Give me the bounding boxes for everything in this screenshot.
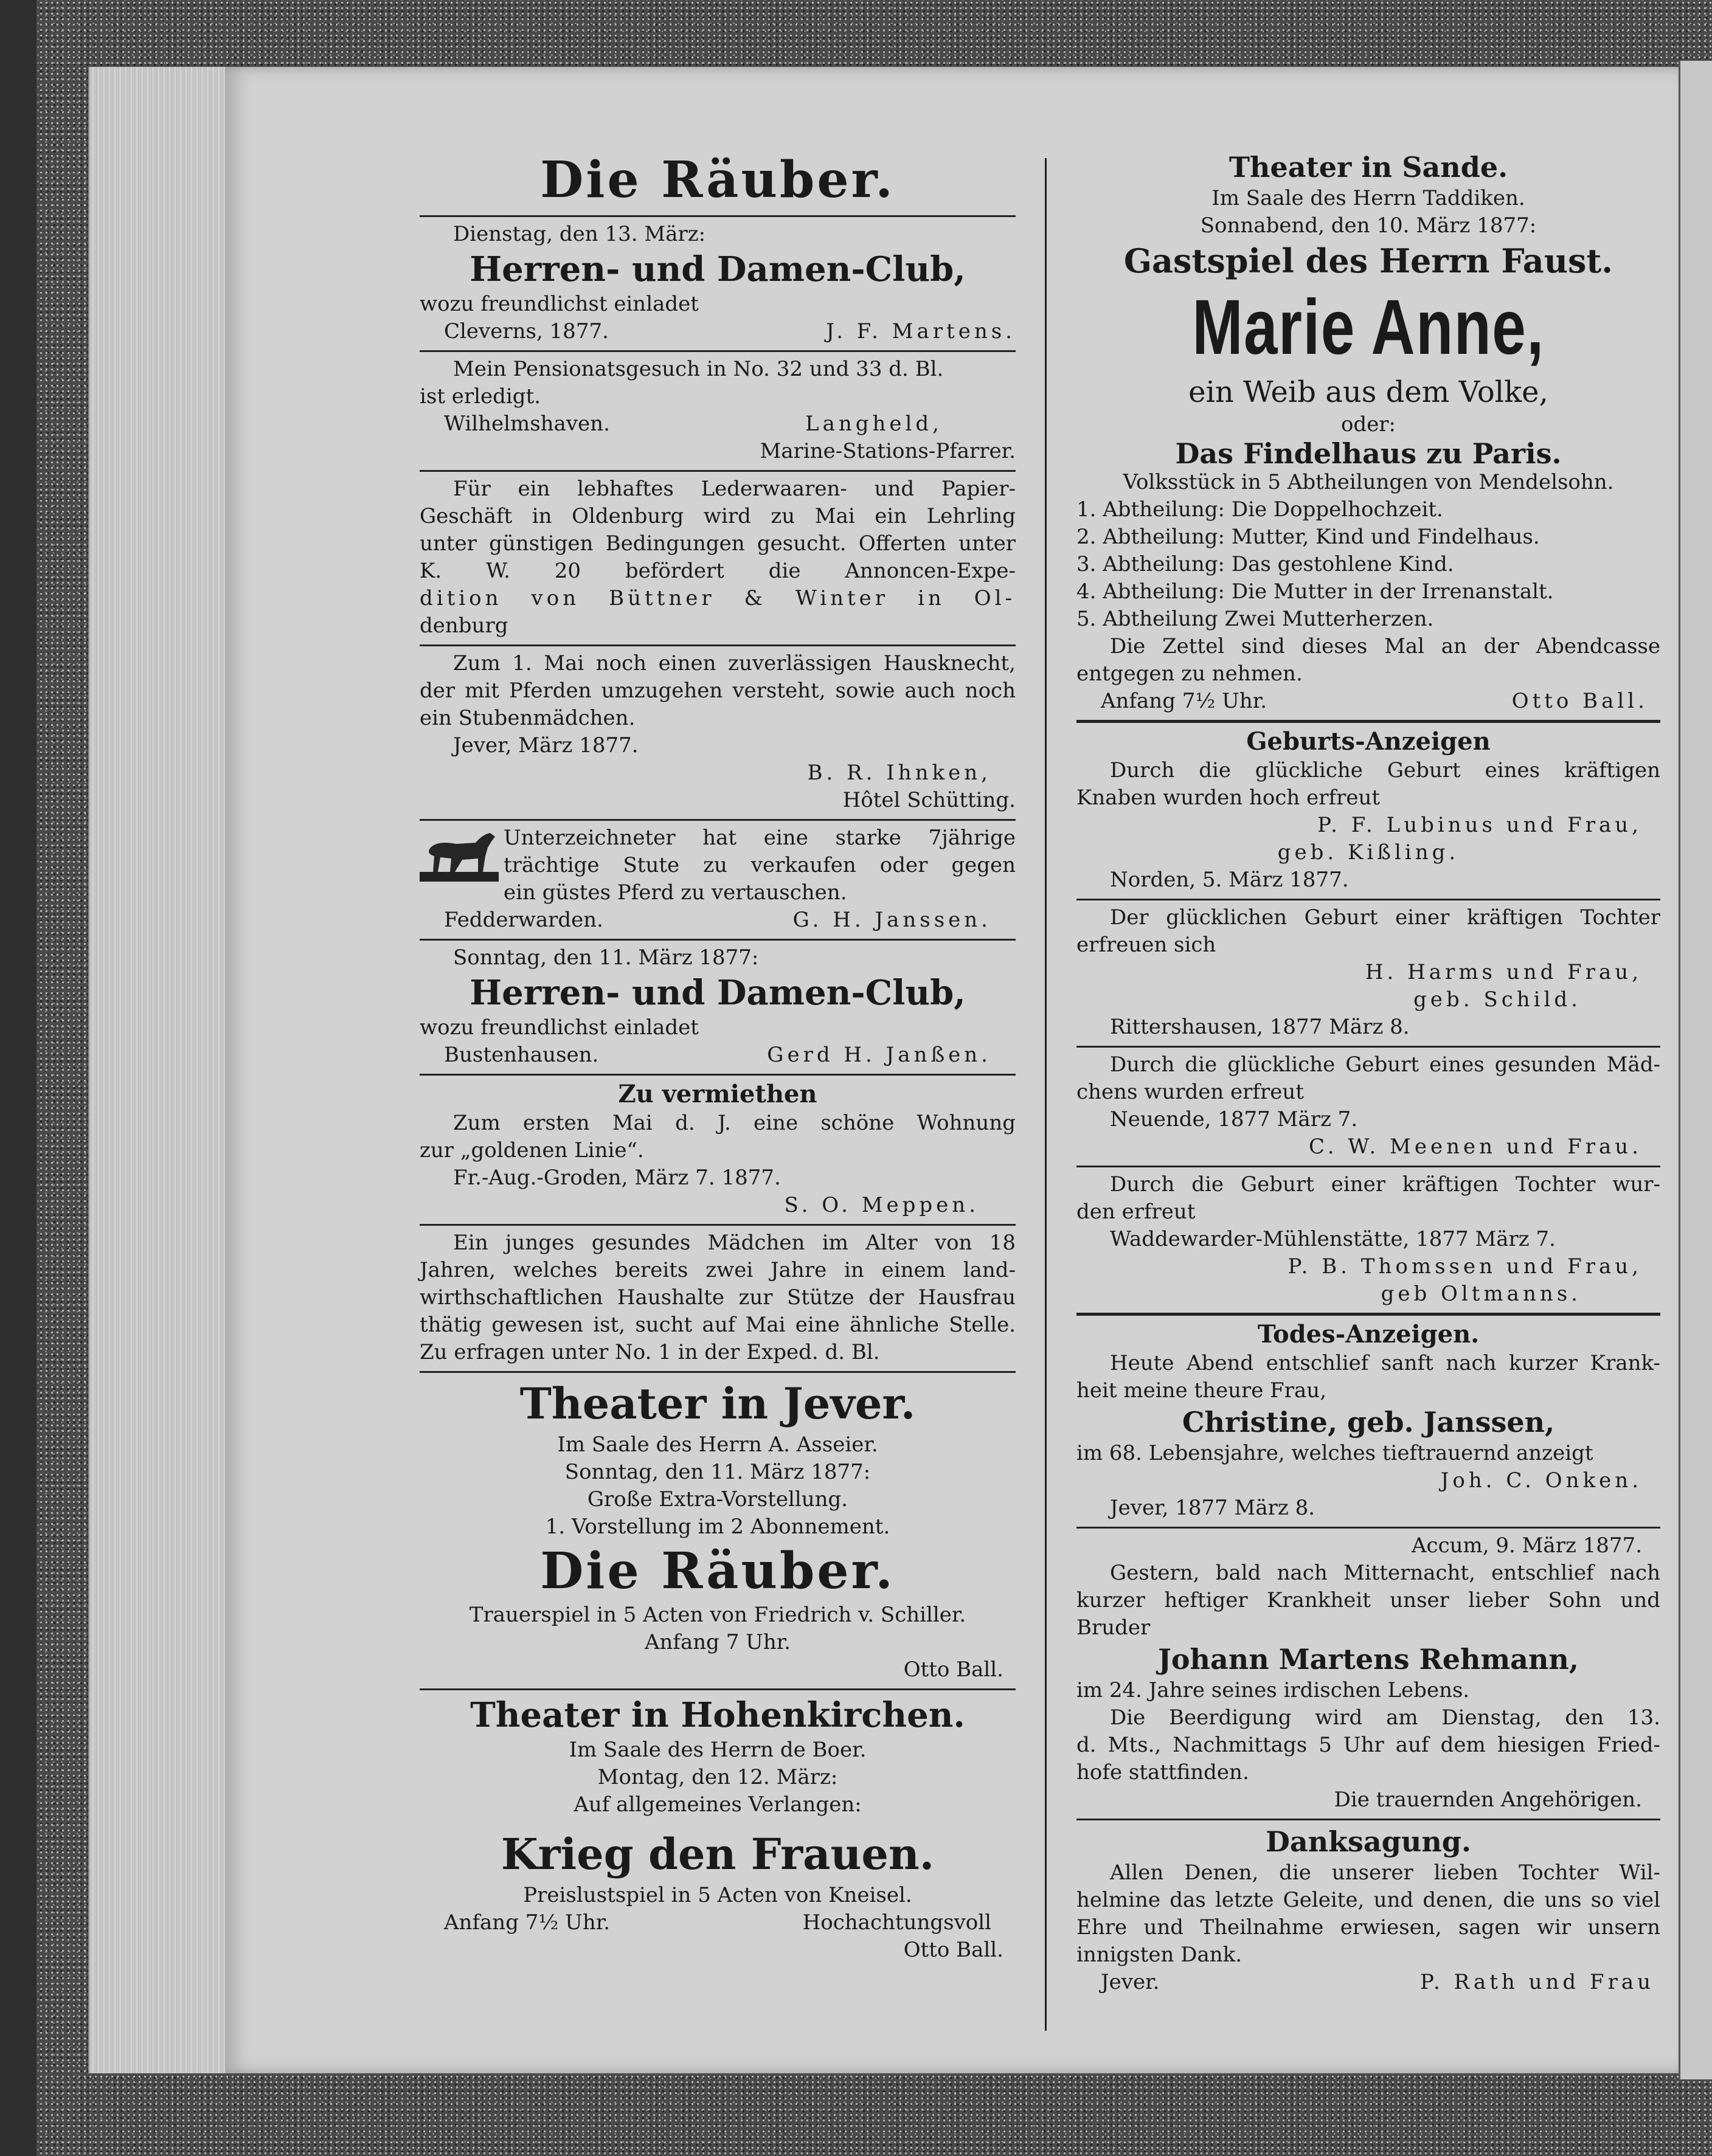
vermiethen-line2: zur „goldenen Linie“. [420,1138,644,1163]
theater-hohenkirchen-line1: Im Saale des Herrn de Boer. [569,1738,867,1762]
lehrling-line5: dition von Büttner & Winter in Ol- [420,586,1016,610]
stacked-page-edges [88,67,229,2073]
ad-club-cleverns [420,217,1016,352]
theater-hohenkirchen-line2: Montag, den 12. März: [597,1765,838,1789]
left-column [420,146,1016,1969]
hausknecht-name: B. R. Ihnken, [807,761,991,785]
stute-line2: trächtige Stute zu verkaufen oder gegen [504,853,1016,877]
pension-name: Langheld, [805,412,943,436]
todes-death1 [1076,1316,1660,1529]
geburts2-maiden: geb. Schild. [1413,987,1581,1012]
club2-date: Sonntag, den 11. März 1877: [453,945,759,970]
geburts1-line2: Knaben wurden hoch erfreut [1076,786,1381,810]
theater-sande-line8: Die Zettel sind dieses Mal an der Abendcasse [1110,634,1660,658]
theater-sande-act1: 1. Abtheilung: Die Doppelhochzeit. [1076,497,1443,522]
geburts3-name: C. W. Meenen und Frau. [1308,1135,1642,1159]
todes1-line2: heit meine theure Frau, [1076,1378,1327,1403]
maedchen-line5: Zu erfragen unter No. 1 in der Exped. d. Bl. [420,1340,880,1364]
todes2-line4: im 24. Jahre seines irdischen Lebens. [1076,1678,1470,1702]
todes1-line1: Heute Abend entschlief sanft nach kurzer Krank- [1110,1351,1660,1375]
club1-signature: J. F. Martens. [826,319,1016,344]
pension-title: Marine-Stations-Pfarrer. [760,439,1016,463]
vermiethen-signature: S. O. Meppen. [784,1193,979,1217]
club1-date: Dienstag, den 13. März: [453,222,706,246]
pension-footer [420,410,1016,438]
vermiethen-place: Fr.-Aug.-Groden, März 7. 1877. [453,1166,781,1190]
club1-place: Cleverns, 1877. [444,319,609,344]
todes2-signature: Die trauernden Angehörigen. [1334,1788,1642,1812]
todes1-place: Jever, 1877 März 8. [1110,1496,1315,1520]
theater-hohenkirchen-line3: Auf allgemeines Verlangen: [574,1792,862,1817]
hausknecht-line1: Zum 1. Mai noch einen zuverlässigen Hausknecht, [453,651,1016,675]
theater-jever-line1: Im Saale des Herrn A. Asseier. [557,1432,878,1457]
theater-sande-line1: Im Saale des Herrn Taddiken. [1211,186,1525,210]
ad-raeuber-heading [420,146,1016,217]
todes1-line3: im 68. Lebensjahre, welches tieftrauernd anzeigt [1076,1441,1593,1465]
theater-sande-play: Marie Anne, [1192,284,1545,371]
club2-title: Herren- und Damen-Club, [470,973,966,1013]
stute-line3: ein güstes Pferd zu vertauschen. [504,880,847,905]
facing-page-edge [1679,61,1712,2079]
geburts-birth3 [1076,1048,1660,1167]
dank-line4: innigsten Dank. [1076,1943,1242,1967]
todes1-signature: Joh. C. Onken. [1440,1468,1642,1493]
geburts2-name: H. Harms und Frau, [1365,960,1642,984]
hausknecht-hotel: Hôtel Schütting. [842,788,1016,812]
theater-sande-line9: entgegen zu nehmen. [1076,662,1303,686]
theater-jever-line3: Große Extra-Vorstellung. [587,1487,848,1512]
theater-sande-act5: 5. Abtheilung Zwei Mutterherzen. [1076,607,1434,631]
section-geburts-anzeigen [1076,723,1660,1316]
theater-hohenkirchen-play: Krieg den Frauen. [501,1829,935,1879]
right-column [1076,146,1660,2001]
theater-jever-line6: Anfang 7 Uhr. [644,1630,791,1654]
theater-hohenkirchen-line4: Preislustspiel in 5 Acten von Kneisel. [523,1883,912,1907]
geburts3-line1: Durch die glückliche Geburt eines gesunden Mäd- [1110,1052,1660,1077]
todes2-line2: kurzer heftiger Krankheit unser lieber Sohn und [1076,1588,1660,1612]
horse-icon [420,829,499,883]
todes2-line3: Bruder [1076,1615,1151,1640]
ad-club-bustenhausen [420,941,1016,1076]
scan-background [0,0,36,2156]
ad-vermiethen [420,1076,1016,1226]
geburts-birth1 [1076,723,1660,900]
geburts-birth2 [1076,900,1660,1048]
ad-maedchen [420,1226,1016,1373]
geburts2-line1: Der glücklichen Geburt einer kräftigen Tochter [1110,905,1660,930]
theater-hohenkirchen-footer [420,1909,1016,1937]
geburts1-maiden: geb. Kißling. [1277,840,1460,865]
geburts4-place: Waddewarder-Mühlenstätte, 1877 März 7. [1110,1227,1556,1251]
theater-hohenkirchen-start: Anfang 7½ Uhr. [444,1910,611,1935]
theater-sande-act2: 2. Abtheilung: Mutter, Kind und Findelhaus. [1076,525,1540,549]
lehrling-line6: denburg [420,613,508,638]
dank-signature: P. Rath und Frau [1420,1970,1654,1994]
theater-hohenkirchen-title: Theater in Hohenkirchen. [470,1695,965,1735]
club1-footer [420,318,1016,345]
theater-sande-signature: Otto Ball. [1511,689,1648,713]
ad-stute [420,821,1016,941]
theater-sande-act4: 4. Abtheilung: Die Mutter in der Irrenanstalt. [1076,579,1554,604]
dank-line2: helmine das letzte Geleite, und denen, die uns so viel [1076,1888,1660,1912]
geburts4-name: P. B. Thomssen und Frau, [1287,1254,1642,1279]
geburts1-name: P. F. Lubinus und Frau, [1317,813,1642,837]
geburts4-line1: Durch die Geburt einer kräftigen Tochter wur- [1110,1172,1660,1197]
maedchen-line4: thätig gewesen ist, sucht auf Mai eine ähnliche Stelle. [420,1313,1016,1337]
hausknecht-line3: ein Stubenmädchen. [420,706,636,730]
geburts1-place: Norden, 5. März 1877. [1110,868,1349,892]
club2-footer [420,1042,1016,1069]
dank-line3: Ehre und Theilnahme erwiesen, sagen wir unsern [1076,1915,1660,1940]
column-divider [1045,158,1047,2031]
lehrling-line2: Geschäft in Oldenburg wird zu Mai ein Lehrling [420,504,1016,528]
stute-place: Fedderwarden. [444,908,603,932]
todes2-line6: d. Mts., Nachmittags 5 Uhr auf dem hiesigen Fried- [1076,1733,1660,1757]
hausknecht-line2: der mit Pferden umzugehen versteht, sowie auch noch [420,679,1016,703]
vermiethen-title: Zu vermiethen [618,1080,817,1108]
todes2-date: Accum, 9. März 1877. [1411,1533,1642,1558]
maedchen-line3: wirthschaftlichen Haushalte zur Stütze der Hausfrau [420,1285,1016,1310]
stute-footer [420,907,1016,934]
geburts-birth4 [1076,1167,1660,1316]
ad-theater-sande [1076,146,1660,723]
theater-jever-line5: Trauerspiel in 5 Acten von Friedrich v. Schiller. [469,1603,966,1627]
club2-invite: wozu freundlichst einladet [420,1015,699,1040]
todes2-line7: hofe stattfinden. [1076,1760,1249,1785]
geburts2-line2: erfreuen sich [1076,933,1216,957]
ad-hausknecht [420,646,1016,821]
theater-sande-line5: oder: [1340,412,1396,437]
lehrling-line3: unter günstigen Bedingungen gesucht. Offerten unter [420,531,1016,556]
geburts2-place: Rittershausen, 1877 März 8. [1110,1015,1410,1039]
maedchen-line1: Ein junges gesundes Mädchen im Alter von 18 [453,1231,1016,1255]
theater-sande-line7: Volksstück in 5 Abtheilungen von Mendelsohn. [1123,470,1614,494]
club2-place: Bustenhausen. [444,1043,599,1067]
theater-hohenkirchen-regards: Hochachtungsvoll [802,1910,991,1935]
todes2-line1: Gestern, bald nach Mitternacht, entschlief nach [1110,1561,1660,1585]
maedchen-line2: Jahren, welches bereits zwei Jahre in einem land- [420,1258,1016,1282]
theater-sande-line6: Das Findelhaus zu Paris. [1175,437,1562,470]
section-todes-anzeigen [1076,1316,1660,1820]
pension-place: Wilhelmshaven. [444,412,610,436]
club1-invite: wozu freundlichst einladet [420,292,699,316]
pension-line1: Mein Pensionatsgesuch in No. 32 und 33 d. Bl. [453,357,944,381]
geburts1-line1: Durch die glückliche Geburt eines kräftigen [1110,758,1660,783]
ad-pension [420,352,1016,472]
ad-theater-hohenkirchen [420,1690,1016,1969]
theater-sande-title: Theater in Sande. [1229,151,1508,184]
theater-sande-act3: 3. Abtheilung: Das gestohlene Kind. [1076,552,1454,576]
vermiethen-line1: Zum ersten Mai d. J. eine schöne Wohnung [453,1111,1016,1135]
stute-line1: Unterzeichneter hat eine starke 7jährige [504,826,1016,850]
theater-sande-guest: Gastspiel des Herrn Faust. [1123,241,1613,280]
club1-title: Herren- und Damen-Club, [470,249,966,289]
geburts3-place: Neuende, 1877 März 7. [1110,1107,1358,1132]
geburts3-line2: chens wurden erfreut [1076,1080,1304,1104]
hausknecht-place: Jever, März 1877. [453,733,639,758]
lehrling-line1: Für ein lebhaftes Lederwaaren- und Papier- [453,477,1016,501]
theater-jever-line4: 1. Vorstellung im 2 Abonnement. [545,1515,890,1539]
theater-hohenkirchen-signature: Otto Ball. [903,1938,1003,1962]
club2-signature: Gerd H. Janßen. [767,1043,991,1067]
ad-lehrling [420,472,1016,646]
dank-title: Danksagung. [1266,1825,1471,1858]
ad-danksagung [1076,1820,1660,2001]
theater-jever-signature: Otto Ball. [903,1657,1003,1682]
stute-signature: G. H. Janssen. [792,908,991,932]
dank-footer [1076,1969,1660,1996]
todes2-name: Johann Martens Rehmann, [1158,1643,1579,1676]
theater-sande-line2: Sonnabend, den 10. März 1877: [1200,213,1537,238]
theater-sande-footer [1076,688,1660,715]
theater-jever-play: Die Räuber. [540,1542,895,1600]
theater-jever-title: Theater in Jever. [519,1378,916,1429]
todes-death2 [1076,1529,1660,1820]
theater-sande-start: Anfang 7½ Uhr. [1101,689,1267,713]
todes2-line5: Die Beerdigung wird am Dienstag, den 13. [1110,1705,1660,1730]
dank-place: Jever. [1101,1970,1160,1994]
todes-title: Todes-Anzeigen. [1257,1320,1480,1349]
ad-theater-jever [420,1373,1016,1690]
geburts-title: Geburts-Anzeigen [1246,727,1491,756]
dank-line1: Allen Denen, die unserer lieben Tochter Wil- [1110,1861,1660,1885]
geburts4-line2: den erfreut [1076,1200,1196,1224]
geburts4-maiden: geb Oltmanns. [1381,1282,1581,1306]
theater-jever-line2: Sonntag, den 11. März 1877: [564,1460,871,1484]
raeuber-title: Die Räuber. [540,151,895,209]
pension-line2: ist erledigt. [420,384,541,409]
todes1-name: Christine, geb. Janssen, [1182,1406,1555,1439]
theater-sande-line4: ein Weib aus dem Volke, [1188,375,1548,409]
lehrling-line4: K. W. 20 befördert die Annoncen-Expe- [420,559,1016,583]
